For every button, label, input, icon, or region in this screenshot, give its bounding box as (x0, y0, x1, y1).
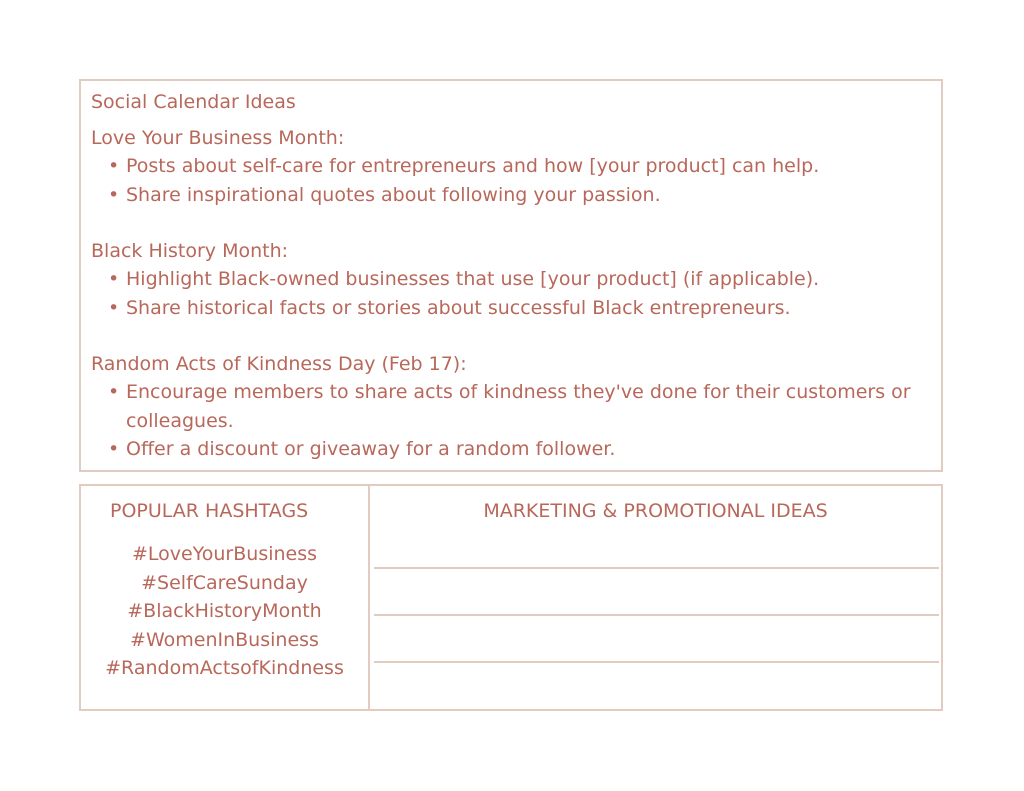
writing-line[interactable] (374, 614, 939, 616)
bullet-item: • Encourage members to share acts of kindness they've done for their customers or colleagues. (91, 378, 931, 435)
bullet-list (91, 378, 931, 464)
group-heading: Black History Month: (91, 240, 289, 262)
bullet-item: • Posts about self-care for entrepreneurs and how [your product] can help. (91, 152, 931, 181)
marketing-ideas-column (370, 486, 941, 709)
section-title: Social Calendar Ideas (91, 91, 296, 113)
hashtag-item: #RandomActsofKindness (105, 657, 344, 679)
bullet-item: • Offer a discount or giveaway for a random follower. (91, 435, 931, 464)
group-heading: Love Your Business Month: (91, 127, 345, 149)
bullet-list (91, 152, 931, 209)
ideas-list (91, 124, 931, 492)
idea-group-random-acts-of-kindness (91, 350, 931, 464)
group-heading: Random Acts of Kindness Day (Feb 17): (91, 353, 467, 375)
popular-hashtags-title: POPULAR HASHTAGS (110, 500, 309, 522)
idea-group-love-your-business (91, 124, 931, 209)
popular-hashtags-column (81, 486, 368, 709)
bullet-item: • Highlight Black-owned businesses that use [your product] (if applicable). (91, 265, 931, 294)
bullet-item: • Share historical facts or stories about successful Black entrepreneurs. (91, 294, 931, 323)
bullet-item: • Share inspirational quotes about following your passion. (91, 181, 931, 210)
hashtag-item: #SelfCareSunday (141, 571, 308, 594)
hashtag-item: #LoveYourBusiness (131, 543, 318, 565)
bullet-list (91, 265, 931, 322)
marketing-ideas-title: MARKETING & PROMOTIONAL IDEAS (483, 500, 828, 522)
writing-line[interactable] (374, 567, 939, 569)
social-calendar-ideas-box (79, 79, 943, 472)
writing-line[interactable] (374, 661, 939, 663)
hashtag-item: #BlackHistoryMonth (127, 600, 322, 622)
hashtags-and-marketing-box (79, 484, 943, 711)
idea-group-black-history-month (91, 237, 931, 322)
hashtag-list (81, 540, 368, 683)
hashtag-item: #WomenInBusiness (130, 628, 319, 651)
